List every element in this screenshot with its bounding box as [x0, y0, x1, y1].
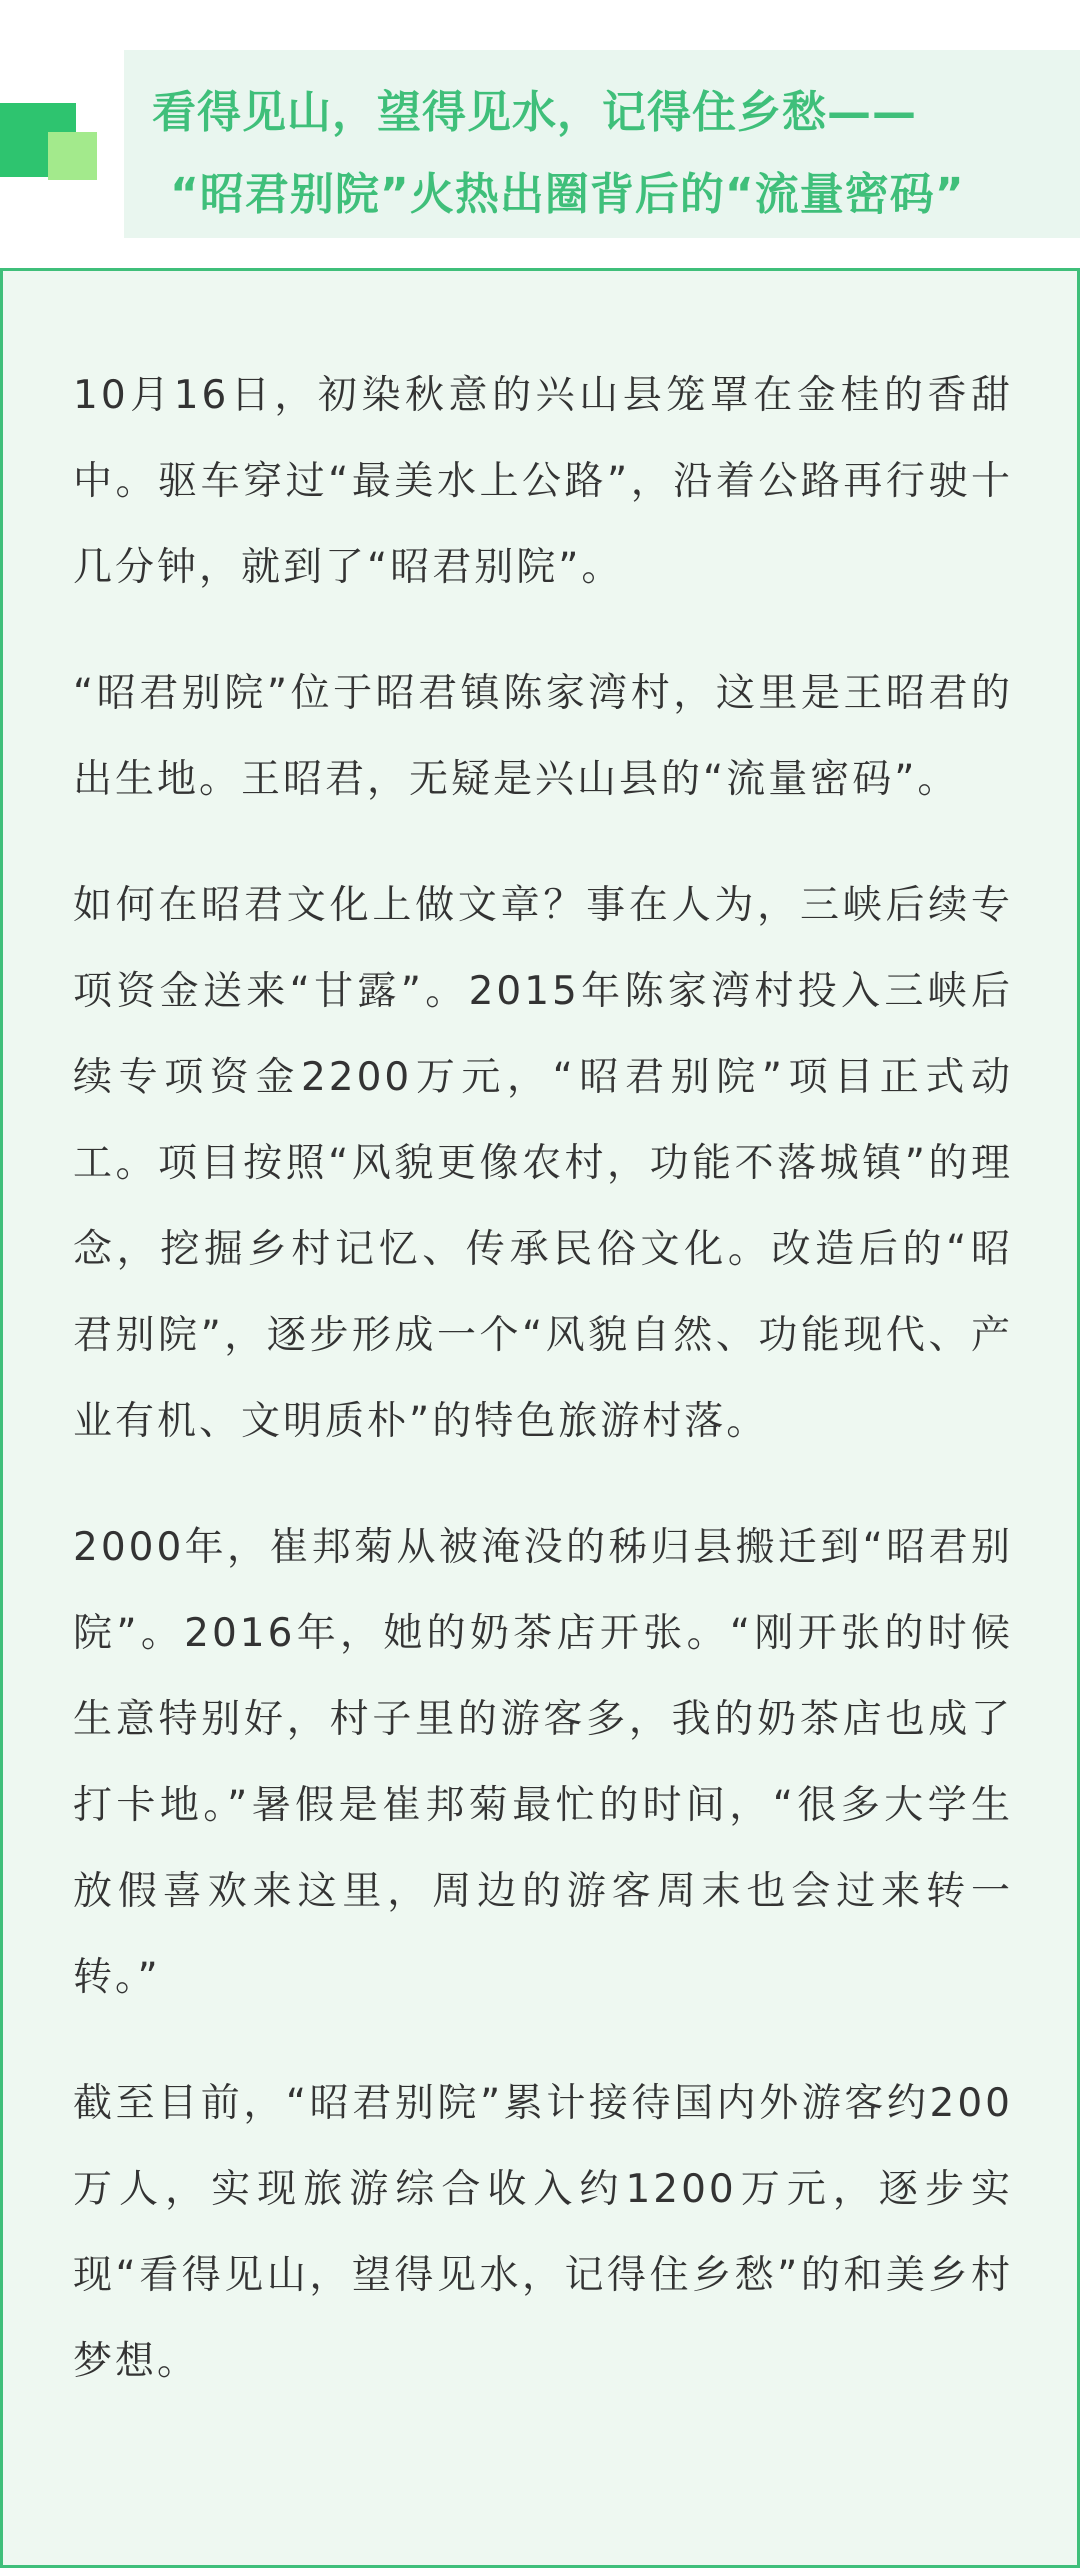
article-body	[73, 353, 1013, 2445]
decorative-square-light	[48, 132, 97, 180]
paragraph-1: 10月16日，初染秋意的兴山县笼罩在金桂的香甜中。驱车穿过“最美水上公路”，沿着公路再行驶十几分钟，就到了“昭君别院”。	[73, 373, 1013, 590]
title-line-1: 看得见山，望得见水，记得住乡愁——	[152, 87, 917, 138]
title-line-2: “昭君别院”火热出圈背后的“流量密码”	[170, 169, 965, 220]
paragraph-2: “昭君别院”位于昭君镇陈家湾村，这里是王昭君的出生地。王昭君，无疑是兴山县的“流量密码”。	[73, 671, 1013, 802]
title-banner	[124, 50, 1080, 238]
article-panel	[0, 268, 1080, 2568]
paragraph-3: 如何在昭君文化上做文章？事在人为，三峡后续专项资金送来“甘露”。2015年陈家湾村投入三峡后续专项资金2200万元，“昭君别院”项目正式动工。项目按照“风貌更像农村，功能不落城镇”的理念，挖掘乡村记忆、传承民俗文化。改造后的“昭君别院”，逐步形成一个“风貌自然、功能现代、产业有机、文明质朴”的特色旅游村落。	[73, 883, 1013, 1444]
paragraph-5: 截至目前，“昭君别院”累计接待国内外游客约200万人，实现旅游综合收入约1200万元，逐步实现“看得见山，望得见水，记得住乡愁”的和美乡村梦想。	[73, 2081, 1013, 2384]
paragraph-4: 2000年，崔邦菊从被淹没的秭归县搬迁到“昭君别院”。2016年，她的奶茶店开张。“刚开张的时候生意特别好，村子里的游客多，我的奶茶店也成了打卡地。”暑假是崔邦菊最忙的时间，“很多大学生放假喜欢来这里，周边的游客周末也会过来转一转。”	[73, 1525, 1013, 2000]
